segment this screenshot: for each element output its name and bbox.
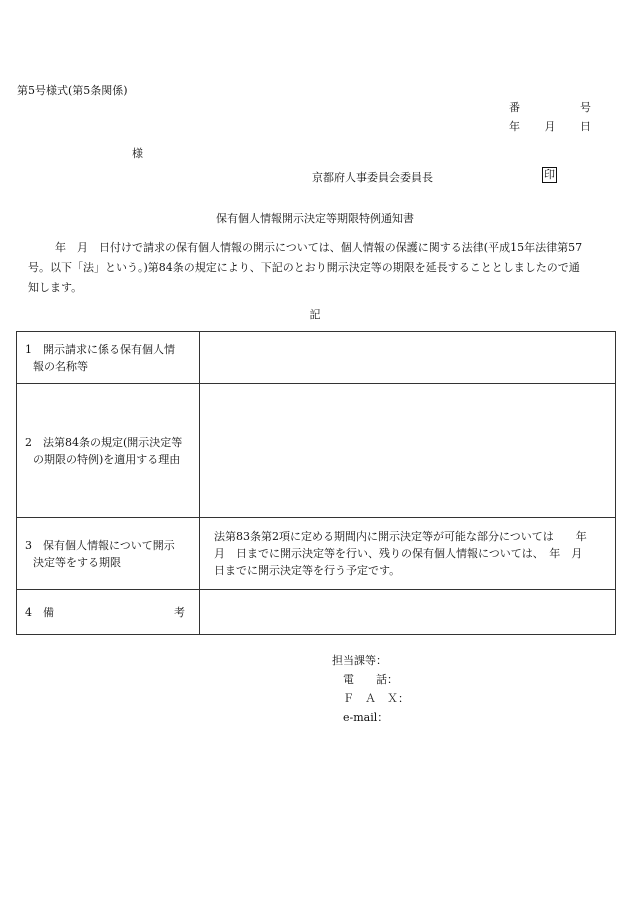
ki-heading: 記 (309, 308, 321, 321)
row2-label-line1: 2 法第84条の規定(開示決定等 (25, 435, 183, 449)
body-line-1: 年 月 日付けで請求の保有個人情報の開示については、個人情報の保護に関する法律(平成15年法律第57 (55, 241, 583, 254)
row2-value-field[interactable] (200, 384, 616, 518)
date-day: 日 (580, 120, 591, 133)
contact-phone-label: 電 話： (332, 673, 398, 686)
row1-label-line1: 1 開示請求に係る保有個人情 (25, 342, 175, 356)
date-year: 年 (509, 120, 520, 133)
date-line (509, 118, 591, 134)
document-number-line (509, 99, 591, 115)
body-line-2: 号。以下「法」という。)第84条の規定により、下記のとおり開示決定等の期限を延長することとしましたので通 (28, 261, 580, 274)
document-title: 保有個人情報開示決定等期限特例通知書 (216, 212, 414, 225)
contact-block (332, 651, 409, 727)
table-row (17, 590, 616, 635)
row2-label (17, 384, 200, 518)
row1-label-line2: 報の名称等 (33, 359, 88, 373)
row3-label (17, 518, 200, 590)
row1-label (17, 332, 200, 384)
row4-label-a: 4 備 (25, 605, 54, 619)
addressee-suffix: 様 (132, 147, 143, 160)
row3-label-line2: 決定等をする期限 (33, 555, 121, 569)
table-row (17, 332, 616, 384)
table-row (17, 518, 616, 590)
contact-dept-label: 担当課等： (332, 654, 387, 667)
form-number: 第5号様式(第5条関係) (17, 84, 128, 97)
row3-value (200, 518, 616, 590)
row3-label-line1: 3 保有個人情報について開示 (25, 538, 175, 552)
row4-label (17, 590, 200, 635)
contact-email-label: e-mail： (332, 711, 389, 724)
row2-label-line2: の期限の特例)を適用する理由 (33, 452, 181, 466)
row4-value-field[interactable] (200, 590, 616, 635)
body-line-3: 知します。 (28, 281, 83, 294)
date-month: 月 (544, 120, 556, 133)
seal-mark: 印 (544, 168, 555, 181)
details-table (16, 331, 616, 635)
row4-label-b: 考 (174, 605, 185, 619)
table-row (17, 384, 616, 518)
number-label: 番 (509, 101, 520, 114)
row1-value-field[interactable] (200, 332, 616, 384)
issuer-name: 京都府人事委員会委員長 (312, 171, 433, 184)
row4-label-spread (25, 604, 191, 621)
row3-value-line1: 法第83条第2項に定める期間内に開示決定等が可能な部分については 年 (214, 530, 587, 543)
number-suffix: 号 (580, 101, 591, 114)
row3-value-line3: 日までに開示決定等を行う予定です。 (214, 564, 401, 577)
row3-value-line2: 月 日までに開示決定等を行い、残りの保有個人情報については、 年 月 (214, 547, 583, 560)
body-paragraph (29, 238, 614, 298)
contact-fax-label: Ｆ Ａ Ｘ： (332, 692, 409, 705)
